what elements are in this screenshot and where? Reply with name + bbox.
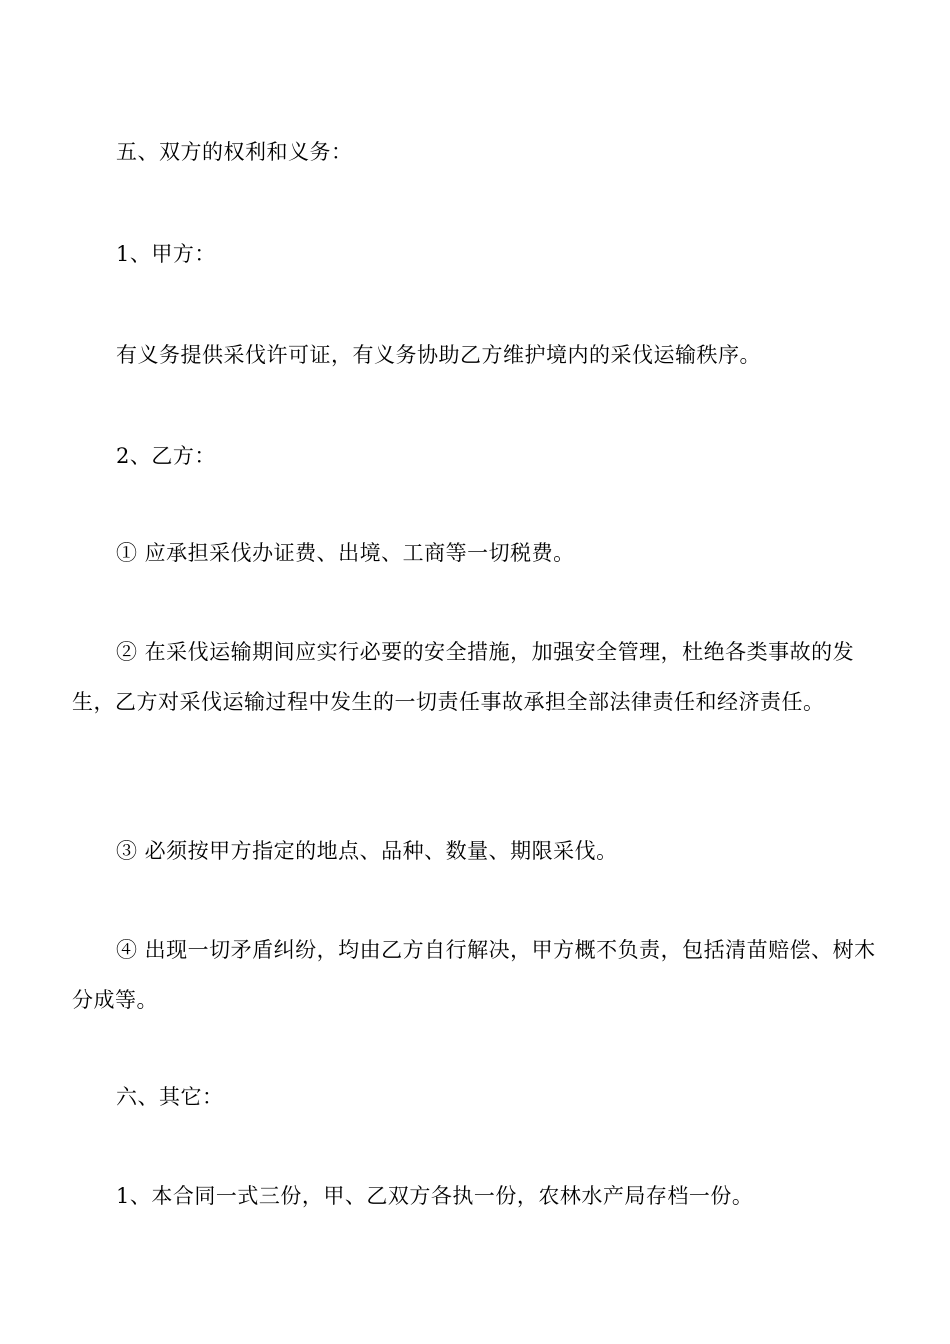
party-b-heading: 2、乙方： xyxy=(116,444,216,468)
party-a-obligations: 有义务提供采伐许可证，有义务协助乙方维护境内的采伐运输秩序。 xyxy=(116,343,761,367)
party-b-item-1: ① 应承担采伐办证费、出境、工商等一切税费。 xyxy=(116,541,575,565)
party-b-item-3: ③ 必须按甲方指定的地点、品种、数量、期限采伐。 xyxy=(116,839,618,863)
party-b-item-2: ② 在采伐运输期间应实行必要的安全措施，加强安全管理，杜绝各类事故的发生，乙方对采伐运输过程中发生的一切责任事故承担全部法律责任和经济责任。 xyxy=(72,640,855,714)
section-six-heading: 六、其它： xyxy=(116,1085,224,1109)
other-item-1: 1、本合同一式三份，甲、乙双方各执一份，农林水产局存档一份。 xyxy=(116,1184,754,1208)
section-five-heading: 五、双方的权利和义务： xyxy=(116,140,353,164)
party-a-heading: 1、甲方： xyxy=(116,242,216,266)
party-b-item-4: ④ 出现一切矛盾纠纷，均由乙方自行解决，甲方概不负责，包括清苗赔偿、树木分成等。 xyxy=(72,938,876,1012)
